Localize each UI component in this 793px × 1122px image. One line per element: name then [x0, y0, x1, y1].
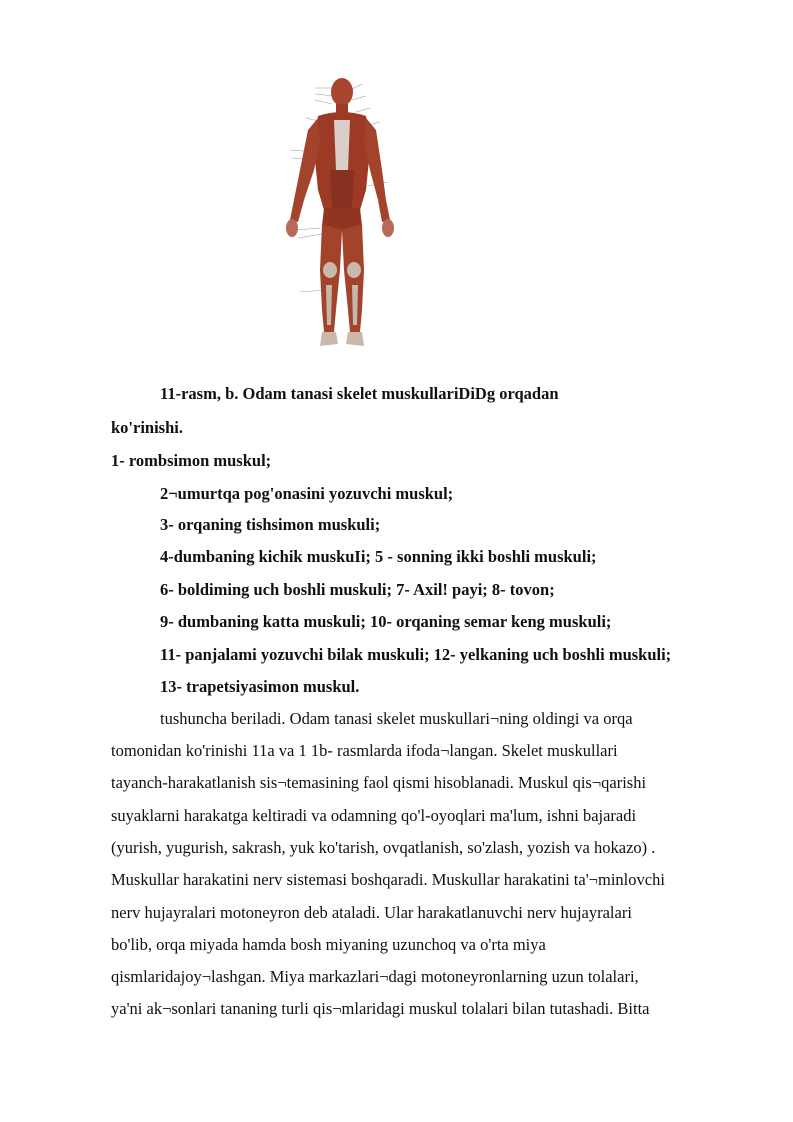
body-line: Muskullar harakatini nerv sistemasi boshqaradi. Muskullar harakatini ta'¬minlovchi [111, 870, 665, 889]
caption-line-1: 11-rasm, b. Odam tanasi skelet muskullariDiDg orqadan [160, 384, 559, 403]
body-line: (yurish, yugurish, sakrash, yuk ko'tarish, ovqatlanish, so'zlash, yozish va hokazo) . [111, 838, 656, 857]
muscle-figure-icon [270, 70, 410, 360]
anatomy-figure [270, 70, 410, 360]
body-line: ya'ni ak¬sonlari tananing turli qis¬mlaridagi muskul tolalari bilan tutashadi. Bitta [111, 999, 650, 1018]
body-line: qismlaridajoy¬lashgan. Miya markazlari¬dagi motoneyronlarning uzun tolalari, [111, 967, 639, 986]
caption-line-2: ko'rinishi. [111, 418, 183, 437]
caption-item: 11- panjalami yozuvchi bilak muskuli; 12- yelkaning uch boshli muskuli; [160, 645, 672, 664]
caption-item: 9- dumbaning katta muskuli; 10- orqaning semar keng muskuli; [160, 612, 612, 631]
caption-item: 13- trapetsiyasimon muskul. [160, 677, 360, 696]
caption-item: 6- boldiming uch boshli muskuli; 7- Axil! payi; 8- tovon; [160, 580, 555, 599]
body-line: tomonidan ko'rinishi 11a va 1 1b- rasmlarda ifoda¬langan. Skelet muskullari [111, 741, 618, 760]
body-line: bo'lib, orqa miyada hamda bosh miyaning uzunchoq va o'rta miya [111, 935, 546, 954]
caption-item: 1- rombsimon muskul; [111, 451, 272, 470]
body-line: tayanch-harakatlanish sis¬temasining faol qismi hisoblanadi. Muskul qis¬qarishi [111, 773, 647, 792]
body-line: suyaklarni harakatga keltiradi va odamning qo'l-oyoqlari ma'lum, ishni bajaradi [111, 806, 637, 825]
caption-item: 4-dumbaning kichik muskuIi; 5 - sonning ikki boshli muskuli; [160, 547, 597, 566]
body-line: nerv hujayralari motoneyron deb ataladi. Ular harakatlanuvchi nerv hujayralari [111, 903, 632, 922]
caption-item: 3- orqaning tishsimon muskuli; [160, 515, 381, 534]
body-line: tushuncha beriladi. Odam tanasi skelet muskullari¬ning oldingi va orqa [160, 709, 633, 728]
caption-item: 2¬umurtqa pog'onasini yozuvchi muskul; [160, 484, 454, 503]
